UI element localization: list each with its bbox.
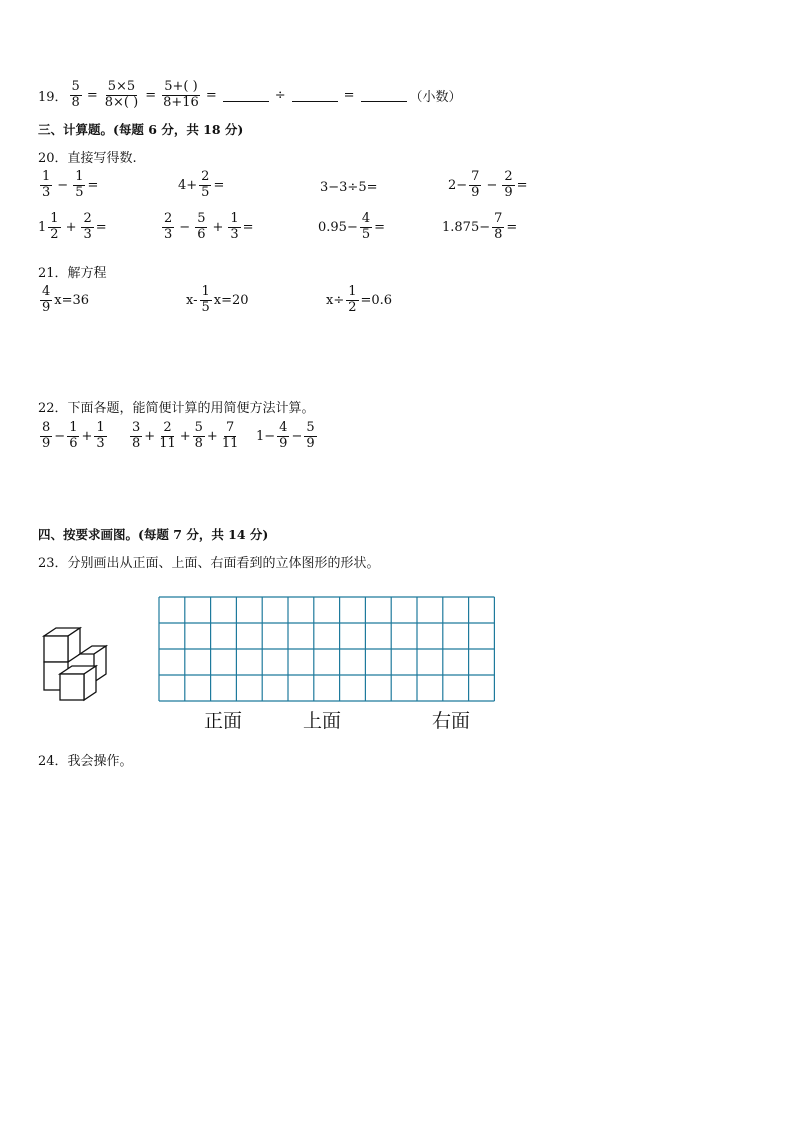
grid-label-right: 右面 [432,710,471,732]
answer-blank[interactable] [361,89,407,102]
q20-title: 20．直接写得数. [38,151,137,166]
q20-r2-c: 0.95− $\frac{4}{5}$ = [318,211,386,242]
q20-r1-a: $\frac{1}{3}$ − $\frac{1}{5}$ = [42,169,99,200]
q21-title: 21．解方程 [38,266,107,281]
q20-r1-b: 4+ $\frac{2}{5}$ = [178,169,225,200]
q20-r1-d: 2− $\frac{7}{9}$ − $\frac{2}{9}$ = [448,169,528,200]
q21-equation-2: x- $\frac{1}{5}$ x=20 [186,284,249,315]
q21-equation-3: x÷ $\frac{1}{2}$ =0.6 [326,284,393,315]
fraction: $\frac{5\times 5}{8\times( )}$ [104,79,139,110]
decimal-note: （小数） [409,89,462,105]
q22-expression-1: $\frac{8}{9}$ − $\frac{1}{6}$ + $\frac{1}{3}$ [42,420,105,451]
answer-blank[interactable] [292,89,338,102]
grid-label-top: 上面 [303,710,342,732]
q22-expression-2: $\frac{3}{8}$ + $\frac{2}{11}$ + $\frac{5}{8}$ + $\frac{7}{11}$ [132,420,239,451]
question-number: 19． [38,89,68,105]
q24-title: 24．我会操作。 [38,754,133,769]
fraction: $\frac{5}{8}$ [71,79,80,110]
q20-r2-d: 1.875− $\frac{7}{8}$ = [442,211,518,242]
cube-figure [38,622,110,706]
grid-label-front: 正面 [204,710,243,732]
section-3-heading: 三、计算题。(每题 6 分，共 18 分) [38,122,244,137]
drawing-grid[interactable] [158,596,496,704]
section-4-heading: 四、按要求画图。(每题 7 分，共 14 分) [38,527,269,542]
q20-r1-c: 3−3÷5= [320,180,378,195]
q20-r2-a: 1 $\frac{1}{2}$ + $\frac{2}{3}$ = [38,211,107,242]
q21-equation-1: $\frac{4}{9}$ x=36 [42,284,90,315]
q20-r2-b: $\frac{2}{3}$ − $\frac{5}{6}$ + $\frac{1}{3}$ = [164,211,254,242]
fraction: $\frac{5+( )}{8+16}$ [163,79,199,110]
answer-blank[interactable] [223,89,269,102]
q19-expression: 19． $\frac{5}{8}$ = $\frac{5\times 5}{8\times( )}$ = $\frac{5+( )}{8+16}$ = ÷ = （小数） [38,79,462,110]
q22-title: 22．下面各题，能简便计算的用简便方法计算。 [38,401,315,416]
q22-expression-3: 1− $\frac{4}{9}$ − $\frac{5}{9}$ [256,420,315,451]
q23-title: 23．分别画出从正面、上面、右面看到的立体图形的形状。 [38,556,380,571]
